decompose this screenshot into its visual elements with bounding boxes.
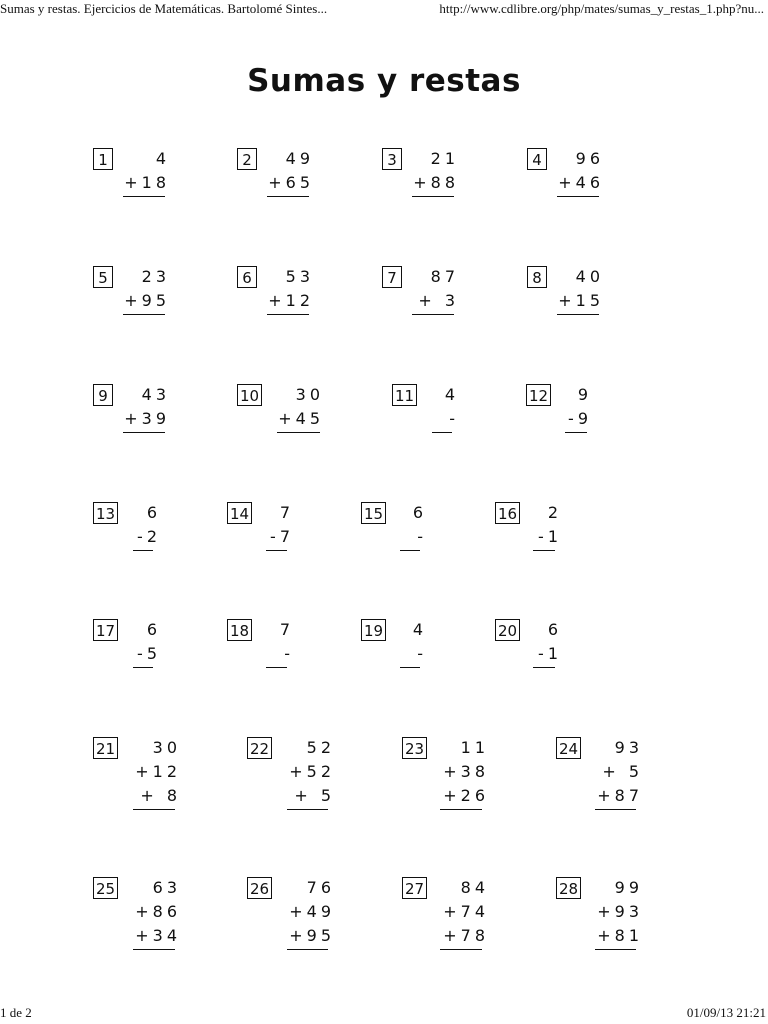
- header-url: http://www.cdlibre.org/php/mates/sumas_y_restas_1.php?nu...: [439, 1, 764, 16]
- exercise-number-box: 13: [93, 502, 118, 524]
- operand-row: +12: [268, 291, 314, 310]
- operand-top: 11: [460, 738, 489, 757]
- operand-top: 6: [146, 503, 161, 522]
- operand-top: 49: [285, 149, 314, 168]
- operand-top: 76: [306, 878, 335, 897]
- operand-top: 2: [547, 503, 562, 522]
- sum-line: [287, 809, 328, 810]
- sum-line: [123, 196, 165, 197]
- operand-top: 87: [430, 267, 459, 286]
- worksheet-title: Sumas y restas: [247, 63, 521, 99]
- operand-row: + 8: [140, 786, 181, 805]
- sum-line: [133, 667, 153, 668]
- sum-line: [533, 550, 555, 551]
- sum-line: [440, 949, 482, 950]
- exercise-number-box: 10: [237, 384, 262, 406]
- operand-top: 99: [614, 878, 643, 897]
- operand-row: -: [417, 527, 427, 546]
- exercise-number-box: 27: [402, 877, 427, 899]
- operand-row: +87: [597, 786, 643, 805]
- operand-row: + 3: [418, 291, 459, 310]
- operand-top: 93: [614, 738, 643, 757]
- operand-top: 4: [155, 149, 170, 168]
- operand-row: +45: [278, 409, 324, 428]
- exercise-number-box: 7: [382, 266, 402, 288]
- sum-line: [595, 949, 636, 950]
- operand-top: 7: [279, 620, 294, 639]
- exercise-number-box: 22: [247, 737, 272, 759]
- sum-line: [412, 196, 454, 197]
- operand-top: 21: [430, 149, 459, 168]
- sum-line: [557, 196, 599, 197]
- operand-row: -: [284, 644, 294, 663]
- exercise-number-box: 2: [237, 148, 257, 170]
- operand-row: -: [449, 409, 459, 428]
- operand-row: +81: [597, 926, 643, 945]
- sum-line: [565, 432, 587, 433]
- operand-top: 6: [547, 620, 562, 639]
- operand-row: +26: [443, 786, 489, 805]
- header-page-title: Sumas y restas. Ejercicios de Matemáticas. Bartolomé Sintes...: [0, 1, 328, 16]
- operand-top: 7: [279, 503, 294, 522]
- operand-top: 4: [444, 385, 459, 404]
- operand-row: +86: [135, 902, 181, 921]
- sum-line: [123, 432, 165, 433]
- operand-row: +18: [124, 173, 170, 192]
- sum-line: [412, 314, 454, 315]
- sum-line: [400, 667, 420, 668]
- operand-row: -9: [568, 409, 592, 428]
- operand-row: +93: [597, 902, 643, 921]
- sum-line: [123, 314, 165, 315]
- operand-top: 6: [412, 503, 427, 522]
- operand-top: 4: [412, 620, 427, 639]
- exercise-number-box: 5: [93, 266, 113, 288]
- sum-line: [287, 949, 328, 950]
- operand-row: +95: [124, 291, 170, 310]
- exercise-number-box: 17: [93, 619, 118, 641]
- operand-row: -1: [538, 644, 562, 663]
- operand-row: +49: [289, 902, 335, 921]
- exercise-number-box: 6: [237, 266, 257, 288]
- operand-row: +65: [268, 173, 314, 192]
- operand-row: +46: [558, 173, 604, 192]
- exercise-number-box: 9: [93, 384, 113, 406]
- sum-line: [432, 432, 452, 433]
- operand-row: -1: [538, 527, 562, 546]
- exercise-number-box: 19: [361, 619, 386, 641]
- operand-top: 96: [575, 149, 604, 168]
- sum-line: [133, 809, 175, 810]
- exercise-number-box: 8: [527, 266, 547, 288]
- operand-row: +34: [135, 926, 181, 945]
- operand-top: 9: [577, 385, 592, 404]
- exercise-number-box: 20: [495, 619, 520, 641]
- exercise-number-box: 18: [227, 619, 252, 641]
- exercise-number-box: 11: [392, 384, 417, 406]
- sum-line: [267, 196, 309, 197]
- operand-top: 6: [146, 620, 161, 639]
- operand-row: + 5: [602, 762, 643, 781]
- operand-row: -2: [137, 527, 161, 546]
- operand-row: -7: [270, 527, 294, 546]
- operand-row: +39: [124, 409, 170, 428]
- operand-top: 30: [295, 385, 324, 404]
- sum-line: [400, 550, 420, 551]
- operand-top: 23: [141, 267, 170, 286]
- sum-line: [266, 550, 287, 551]
- exercise-number-box: 4: [527, 148, 547, 170]
- sum-line: [133, 949, 175, 950]
- operand-top: 63: [152, 878, 181, 897]
- operand-row: + 5: [294, 786, 335, 805]
- operand-row: +38: [443, 762, 489, 781]
- exercise-number-box: 15: [361, 502, 386, 524]
- operand-row: +15: [558, 291, 604, 310]
- operand-row: -5: [137, 644, 161, 663]
- exercise-number-box: 14: [227, 502, 252, 524]
- operand-row: +88: [413, 173, 459, 192]
- exercise-number-box: 21: [93, 737, 118, 759]
- exercise-number-box: 25: [93, 877, 118, 899]
- operand-row: +74: [443, 902, 489, 921]
- operand-top: 52: [306, 738, 335, 757]
- operand-top: 84: [460, 878, 489, 897]
- sum-line: [133, 550, 153, 551]
- exercise-number-box: 28: [556, 877, 581, 899]
- exercise-number-box: 1: [93, 148, 113, 170]
- sum-line: [277, 432, 320, 433]
- exercise-number-box: 12: [526, 384, 551, 406]
- sum-line: [266, 667, 287, 668]
- sum-line: [440, 809, 482, 810]
- operand-top: 30: [152, 738, 181, 757]
- operand-top: 53: [285, 267, 314, 286]
- operand-top: 40: [575, 267, 604, 286]
- sum-line: [533, 667, 555, 668]
- sum-line: [557, 314, 599, 315]
- operand-row: +52: [289, 762, 335, 781]
- exercise-number-box: 26: [247, 877, 272, 899]
- sum-line: [267, 314, 309, 315]
- sum-line: [595, 809, 636, 810]
- operand-row: +12: [135, 762, 181, 781]
- operand-top: 43: [141, 385, 170, 404]
- exercise-number-box: 16: [495, 502, 520, 524]
- operand-row: +95: [289, 926, 335, 945]
- exercise-number-box: 3: [382, 148, 402, 170]
- exercise-number-box: 23: [402, 737, 427, 759]
- operand-row: +78: [443, 926, 489, 945]
- operand-row: -: [417, 644, 427, 663]
- footer-timestamp: 01/09/13 21:21: [686, 1005, 766, 1020]
- footer-page-number: 1 de 2: [0, 1005, 32, 1020]
- exercise-number-box: 24: [556, 737, 581, 759]
